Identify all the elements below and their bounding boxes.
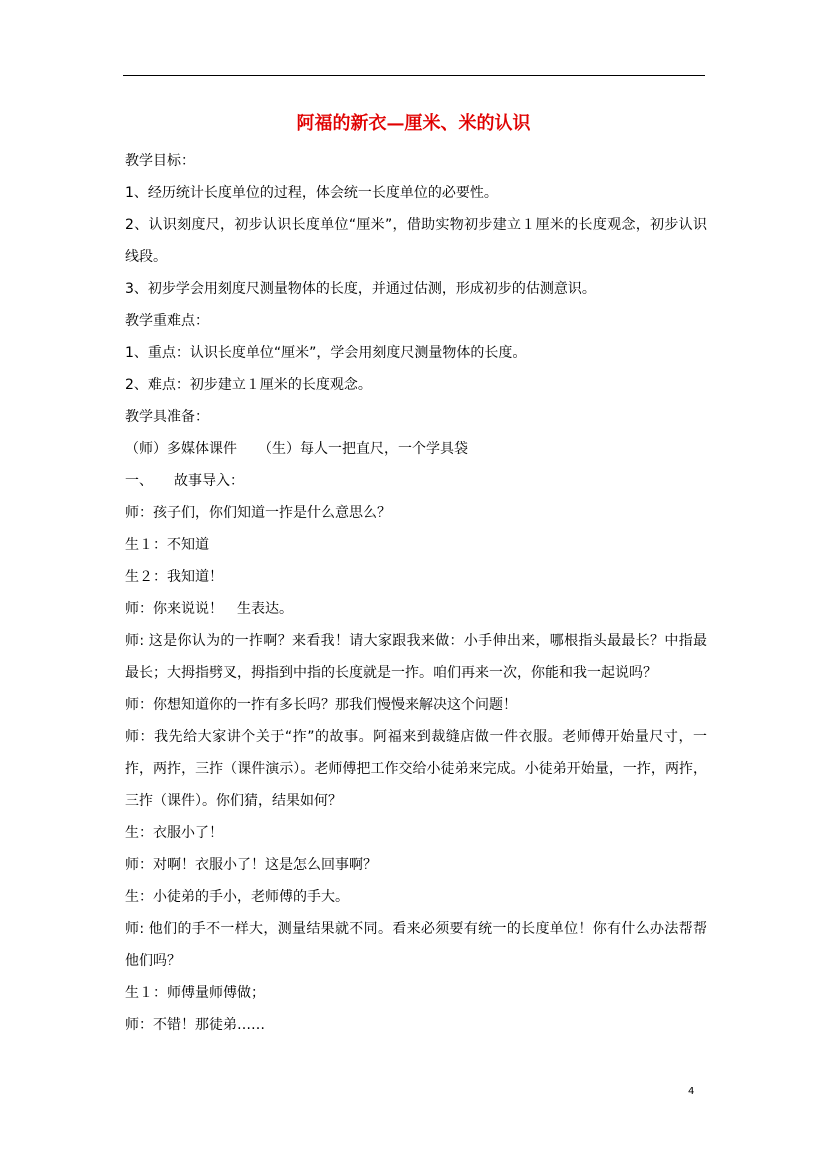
key-point-1: 1、重点：认识长度单位“厘米”，学会用刻度尺测量物体的长度。	[125, 345, 527, 361]
dialogue-line: 师：你来说说！ 生表达。	[125, 601, 293, 617]
dialogue-line: 生１：不知道	[125, 537, 209, 553]
page-title: 阿福的新衣—厘米、米的认识	[296, 113, 531, 134]
section-heading-objectives: 教学目标：	[125, 153, 195, 169]
document-body	[125, 145, 707, 1041]
objective-3: 3、初步学会用刻度尺测量物体的长度，并通过估测，形成初步的估测意识。	[125, 281, 596, 297]
dialogue-line: 生：衣服小了！	[125, 825, 223, 841]
dialogue-line: 生：小徒弟的手小，老师傅的手大。	[125, 889, 349, 905]
section-heading-materials: 教学具准备：	[125, 409, 209, 425]
section-heading-story-intro: 一、 故事导入：	[125, 473, 244, 489]
page-number: 4	[688, 1086, 695, 1097]
dialogue-paragraph: 师：我先给大家讲个关于“拃”的故事。阿福来到裁缝店做一件衣服。老师傅开始量尺寸，一拃，两拃，三拃（课件演示）。老师傅把工作交给小徒弟来完成。小徒弟开始量，一拃，两拃，三拃（课件）。你们猜，结果如何？	[125, 729, 707, 809]
dialogue-line: 师：不错！那徒弟……	[125, 1017, 265, 1033]
objective-2: 2、认识刻度尺，初步认识长度单位“厘米”，借助实物初步建立１厘米的长度观念，初步认识线段。	[125, 217, 707, 265]
dialogue-line: 生１：师傅量师傅做；	[125, 985, 265, 1001]
materials-line: （师）多媒体课件 （生）每人一把直尺，一个学具袋	[125, 441, 468, 457]
dialogue-line: 生２：我知道！	[125, 569, 223, 585]
dialogue-line: 师：孩子们，你们知道一拃是什么意思么？	[125, 505, 391, 521]
key-point-2: 2、难点：初步建立１厘米的长度观念。	[125, 377, 372, 393]
dialogue-line: 师：你想知道你的一拃有多长吗？那我们慢慢来解决这个问题！	[125, 697, 517, 713]
objective-1: 1、经历统计长度单位的过程，体会统一长度单位的必要性。	[125, 185, 498, 201]
section-heading-key-points: 教学重难点：	[125, 313, 209, 329]
dialogue-paragraph: 师: 这是你认为的一拃啊？来看我！请大家跟我来做：小手伸出来，哪根指头最最长？中指最最长；大拇指劈叉，拇指到中指的长度就是一拃。咱们再来一次，你能和我一起说吗？	[125, 633, 707, 681]
dialogue-paragraph: 师: 他们的手不一样大，测量结果就不同。看来必须要有统一的长度单位！你有什么办法帮帮他们吗？	[125, 921, 707, 969]
dialogue-line: 师：对啊！衣服小了！这是怎么回事啊？	[125, 857, 377, 873]
header-rule	[123, 75, 705, 76]
